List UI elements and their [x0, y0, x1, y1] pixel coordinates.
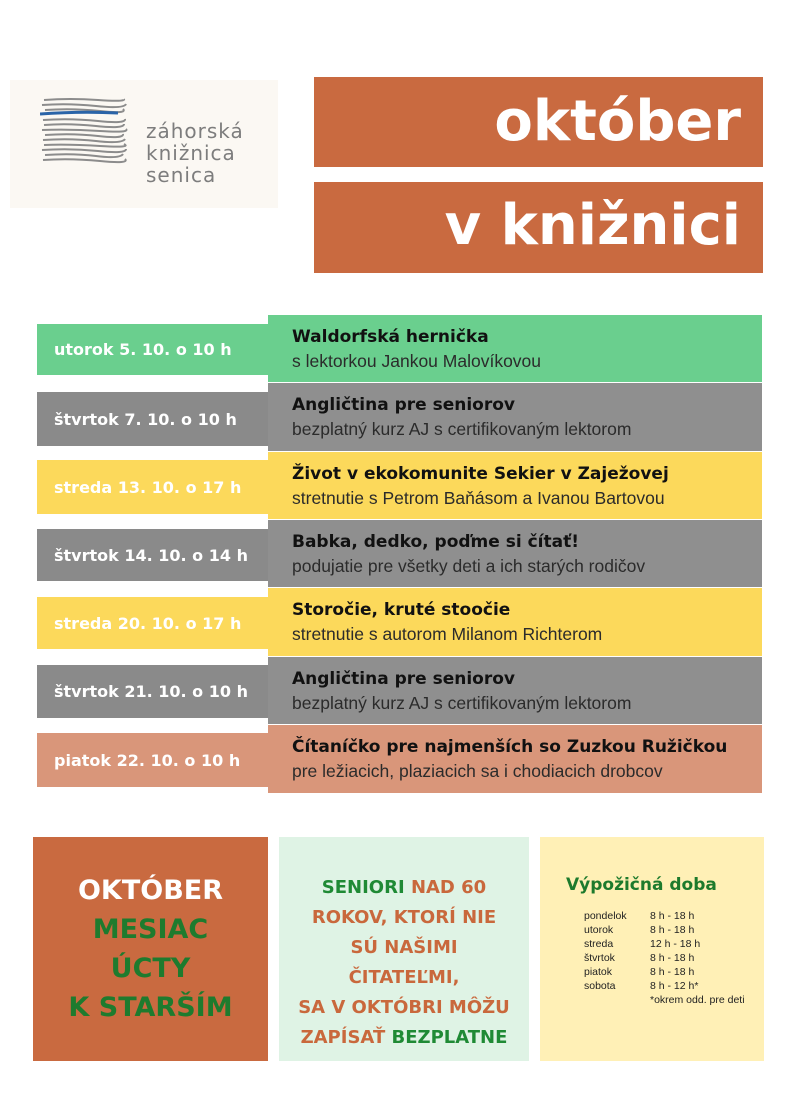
seniors-line-5: SA V OKTÓBRI MÔŽU — [298, 997, 510, 1018]
hours-time: 8 h - 18 h — [650, 966, 695, 978]
book-stack-icon — [40, 96, 130, 166]
event-date: streda 20. 10. o 17 h — [37, 597, 287, 649]
logo-line-2: knižnica — [146, 141, 236, 165]
hours-row — [584, 951, 758, 965]
hours-time: 8 h - 12 h* — [650, 980, 699, 992]
event-subtitle: stretnutie s Petrom Baňásom a Ivanou Bartovou — [292, 487, 665, 508]
title-line-1: október — [314, 77, 763, 167]
event-info — [268, 383, 762, 451]
seniors-offer-box — [279, 837, 529, 1061]
event-info — [268, 520, 762, 587]
hours-day: pondelok — [584, 910, 627, 922]
hours-time: 12 h - 18 h — [650, 938, 701, 950]
event-subtitle: s lektorkou Jankou Malovíkovou — [292, 350, 542, 371]
event-subtitle: pre ležiacich, plaziacich sa i chodiacich drobcov — [292, 761, 663, 781]
hours-day: utorok — [584, 924, 614, 936]
hours-row — [584, 923, 758, 937]
hours-day: piatok — [584, 966, 613, 978]
event-info — [268, 657, 762, 724]
event-info — [268, 452, 762, 519]
seniors-line-3: SÚ NAŠIMI — [350, 937, 458, 958]
month-of-respect-box — [33, 837, 268, 1061]
event-date: štvrtok 7. 10. o 10 h — [37, 392, 287, 446]
hours-day: štvrtok — [584, 952, 615, 964]
event-subtitle: bezplatný kurz AJ s certifikovaným lektorom — [292, 692, 632, 713]
month-box-line-4: K STARŠÍM — [68, 992, 233, 1023]
hours-time: 8 h - 18 h — [650, 952, 695, 964]
seniors-line-4: ČITATEĽMI, — [348, 967, 460, 988]
hours-day: streda — [584, 938, 614, 950]
seniors-free: BEZPLATNE — [385, 1027, 508, 1048]
event-date: štvrtok 21. 10. o 10 h — [37, 665, 287, 718]
library-logo — [10, 80, 278, 208]
seniors-register: ZAPÍSAŤ — [300, 1027, 386, 1048]
hours-row — [584, 965, 758, 979]
event-subtitle: bezplatný kurz AJ s certifikovaným lektorom — [292, 419, 632, 439]
event-info — [268, 725, 762, 793]
event-title: Život v ekokomunite Sekier v Zaježovej — [292, 463, 669, 484]
hours-row — [584, 909, 758, 923]
event-date: utorok 5. 10. o 10 h — [37, 324, 287, 375]
event-title: Čítaníčko pre najmenších so Zuzkou Ružičkou — [292, 737, 728, 757]
seniors-line-2: ROKOV, KTORÍ NIE — [311, 907, 497, 928]
logo-line-3: senica — [146, 163, 217, 187]
hours-day: sobota — [584, 980, 616, 992]
event-date: piatok 22. 10. o 10 h — [37, 733, 287, 787]
month-box-line-2: MESIAC — [92, 914, 209, 945]
opening-hours-table — [584, 909, 758, 1007]
seniors-word: SENIORI — [321, 877, 405, 898]
hours-time: 8 h - 18 h — [650, 910, 695, 922]
hours-time: 8 h - 18 h — [650, 924, 695, 936]
event-info — [268, 588, 762, 656]
logo-text — [146, 120, 244, 186]
event-title: Storočie, kruté stoočie — [292, 600, 511, 620]
title-line-2: v knižnici — [314, 182, 763, 273]
event-subtitle: podujatie pre všetky deti a ich starých rodičov — [292, 555, 646, 576]
seniors-line-1 — [279, 873, 529, 903]
event-info — [268, 315, 762, 382]
event-date: streda 13. 10. o 17 h — [37, 460, 287, 514]
event-title: Waldorfská hernička — [292, 326, 489, 347]
event-title: Babka, dedko, poďme si čítať! — [292, 531, 579, 552]
event-subtitle: stretnutie s autorom Milanom Richterom — [292, 624, 603, 644]
hours-note: *okrem odd. pre deti — [650, 994, 745, 1006]
opening-hours-title: Výpožičná doba — [566, 875, 717, 895]
seniors-age: NAD 60 — [404, 877, 487, 898]
hours-row — [584, 937, 758, 951]
event-title: Angličtina pre seniorov — [292, 395, 516, 415]
month-box-line-1: OKTÓBER — [77, 875, 224, 906]
event-date: štvrtok 14. 10. o 14 h — [37, 529, 287, 581]
opening-hours-box — [540, 837, 764, 1061]
event-title: Angličtina pre seniorov — [292, 668, 516, 689]
seniors-line-6 — [279, 1023, 529, 1053]
month-box-line-3: ÚCTY — [110, 953, 191, 984]
hours-row — [584, 979, 758, 993]
logo-line-1: záhorská — [146, 119, 244, 143]
